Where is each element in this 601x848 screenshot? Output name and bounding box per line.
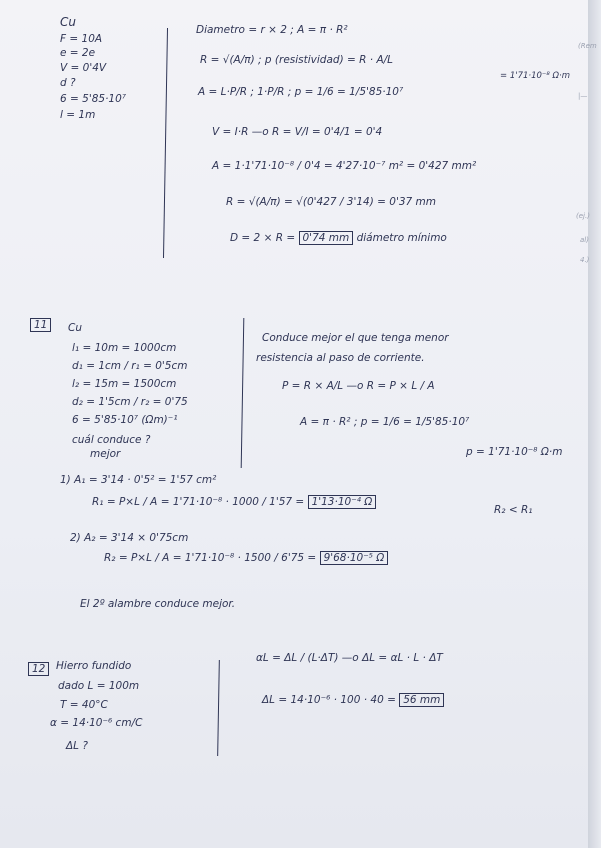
formula-row-5: A = 1·1'71·10⁻⁸ / 0'4 = 4'27·10⁻⁷ m² = 0'427 mm²	[212, 160, 477, 172]
given-b-7: cuál conduce ?	[72, 434, 151, 446]
formula-row-3: A = L·P/R ; 1·P/R ; p = 1/6 = 1/5'85·10⁷	[198, 86, 404, 98]
next-page-edge	[588, 0, 601, 848]
formula-row-7-label: diámetro mínimo	[356, 232, 447, 244]
given-b-3: d₁ = 1cm / r₁ = 0'5cm	[72, 360, 188, 372]
result-box-1: 0'74 mm	[299, 231, 354, 245]
given-1: Cu	[60, 15, 76, 29]
calc-1a: 1) A₁ = 3'14 · 0'5² = 1'57 cm²	[60, 474, 217, 486]
given-3: e = 2e	[60, 47, 96, 59]
formula-row-4: V = I·R —o R = V/I = 0'4/1 = 0'4	[212, 126, 383, 138]
conclusion: El 2º alambre conduce mejor.	[80, 598, 236, 610]
formula-b-2: A = π · R² ; p = 1/6 = 1/5'85·10⁷	[300, 416, 470, 428]
given-b-2: l₁ = 10m = 1000cm	[72, 342, 177, 354]
calc-2a: 2) A₂ = 3'14 × 0'75cm	[70, 532, 189, 544]
given-2: F = 10A	[60, 33, 103, 45]
formula-row-1: Diametro = r × 2 ; A = π · R²	[196, 24, 348, 36]
given-c-4: α = 14·10⁻⁶ cm/C	[50, 717, 143, 729]
formula-row-2: R = √(A/π) ; p (resistividad) = R · A/L	[200, 54, 394, 66]
calc-1b-text: R₁ = P×L / A = 1'71·10⁻⁸ · 1000 / 1'57 =	[92, 496, 305, 508]
formula-row-7	[230, 232, 447, 244]
given-c-1: Hierro fundido	[56, 660, 132, 672]
formula-row-6: R = √(A/π) = √(0'427 / 3'14) = 0'37 mm	[226, 196, 436, 208]
given-c-5: ΔL ?	[66, 740, 88, 752]
given-5: d ?	[60, 77, 76, 89]
problem-number-11: 11	[30, 318, 51, 332]
formula-c-2-text: ΔL = 14·10⁻⁶ · 100 · 40 =	[262, 694, 396, 706]
margin-note-5: 4.)	[580, 256, 590, 264]
given-7: l = 1m	[60, 109, 96, 121]
result-box-r2: 9'68·10⁻⁵ Ω	[320, 551, 389, 565]
margin-note-2: |—	[578, 92, 588, 100]
given-b-8: mejor	[90, 448, 121, 460]
formula-c-1: αL = ΔL / (L·ΔT) —o ΔL = αL · L · ΔT	[256, 652, 443, 664]
given-c-2: dado L = 100m	[58, 680, 140, 692]
calc-2b-text: R₂ = P×L / A = 1'71·10⁻⁸ · 1500 / 6'75 =	[104, 552, 317, 564]
text-line-2: resistencia al paso de corriente.	[256, 352, 425, 364]
formula-row-7-text: D = 2 × R =	[230, 232, 296, 244]
given-c-3: T = 40°C	[60, 699, 108, 711]
comparison: R₂ < R₁	[494, 504, 533, 516]
result-box-r1: 1'13·10⁻⁴ Ω	[308, 495, 377, 509]
margin-note-3: (ej.)	[576, 212, 590, 220]
formula-b-3: p = 1'71·10⁻⁸ Ω·m	[466, 446, 563, 458]
text-line-1: Conduce mejor el que tenga menor	[262, 332, 449, 344]
problem-number-12: 12	[28, 662, 49, 676]
divider-line-3	[217, 660, 220, 756]
margin-note-1: (Rem	[578, 42, 597, 50]
divider-line-2	[241, 318, 245, 468]
margin-note-4: al)	[580, 236, 589, 244]
formula-b-1: P = R × A/L —o R = P × L / A	[282, 380, 435, 392]
formula-c-2	[262, 694, 444, 706]
given-b-5: d₂ = 1'5cm / r₂ = 0'75	[72, 396, 188, 408]
given-b-6: 6 = 5'85·10⁷ (Ωm)⁻¹	[72, 414, 178, 426]
calc-2b	[104, 552, 388, 564]
given-b-1: Cu	[68, 322, 82, 334]
divider-line-1	[163, 28, 168, 258]
formula-row-3b: = 1'71·10⁻⁸ Ω·m	[500, 71, 570, 81]
given-b-4: l₂ = 15m = 1500cm	[72, 378, 177, 390]
result-box-dl: 56 mm	[399, 693, 444, 707]
calc-1b	[92, 496, 376, 508]
given-4: V = 0'4V	[60, 62, 107, 74]
given-6: 6 = 5'85·10⁷	[60, 93, 126, 105]
